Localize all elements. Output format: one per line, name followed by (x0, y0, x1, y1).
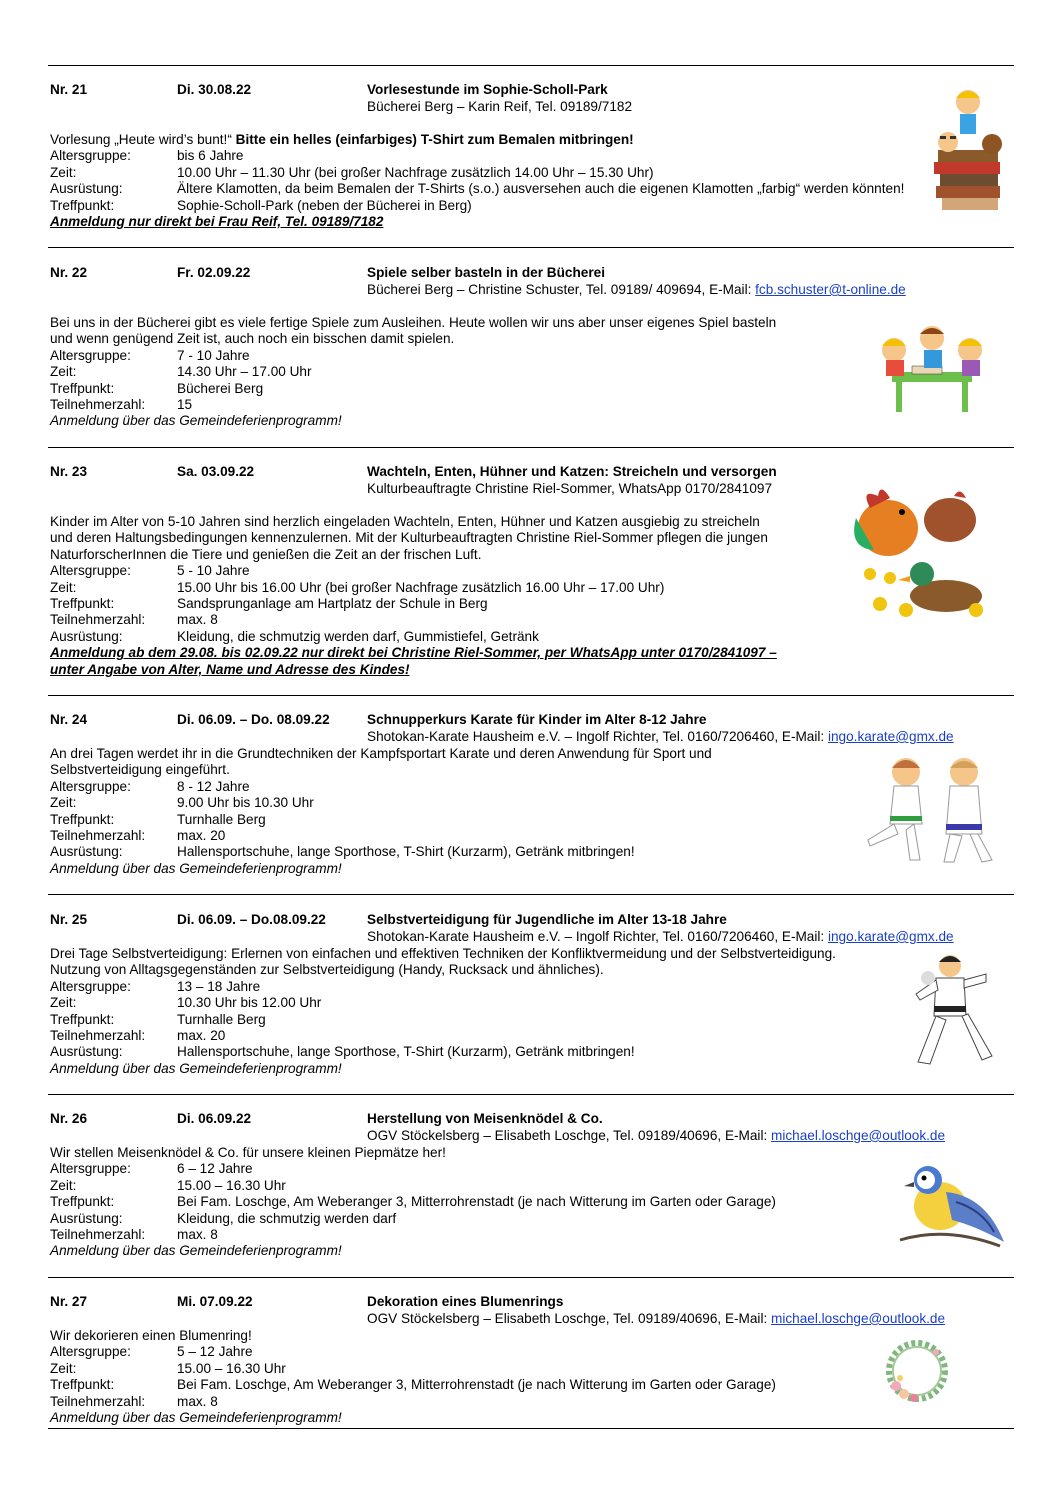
age-row: Altersgruppe: 8 - 12 Jahre (50, 778, 250, 794)
entry-date: Di. 06.09. – Do. 08.09.22 (177, 712, 330, 727)
entry-header (50, 82, 1014, 99)
entry-title: Herstellung von Meisenknödel & Co. (367, 1111, 603, 1126)
email-link[interactable]: ingo.karate@gmx.de (827, 729, 954, 744)
entry-27 (50, 1294, 1014, 1426)
karate-kids-illustration (858, 750, 1008, 876)
farm-birds-illustration (850, 478, 998, 628)
entry-title: Wachteln, Enten, Hühner und Katzen: Streicheln und versorgen (367, 464, 777, 479)
divider (48, 247, 1014, 248)
entry-header (50, 265, 1014, 282)
registration-note: Anmeldung über das Gemeindeferienprogramm! (50, 1060, 342, 1076)
entry-organizer: OGV Stöckelsberg – Elisabeth Loschge, Tel. 09189/40696, E-Mail: michael.loschge@outlook.de (367, 1311, 946, 1326)
entry-25 (50, 912, 1014, 1077)
entry-organizer: OGV Stöckelsberg – Elisabeth Loschge, Tel. 09189/40696, E-Mail: michael.loschge@outlook.de (367, 1128, 946, 1143)
entry-header (50, 912, 1014, 929)
equipment-row: Ausrüstung: Kleidung, die schmutzig werden darf (50, 1210, 397, 1226)
participants-row: Teilnehmerzahl: 15 (50, 396, 193, 412)
registration-note: Anmeldung ab dem 29.08. bis 02.09.22 nur direkt bei Christine Riel-Sommer, per WhatsApp unter 0170/2841097 – unter Angabe von Alter, Name und Adresse des Kindes! (50, 645, 777, 677)
entry-organizer: Shotokan-Karate Hausheim e.V. – Ingolf Richter, Tel. 0160/7206460, E-Mail: ingo.karate@gmx.de (367, 929, 954, 944)
email-link[interactable]: michael.loschge@outlook.de (771, 1311, 946, 1326)
age-row: Altersgruppe: 13 – 18 Jahre (50, 978, 261, 994)
divider (48, 1094, 1014, 1095)
blue-tit-bird-illustration (896, 1156, 1008, 1258)
entry-number: Nr. 22 (50, 265, 88, 280)
age-row: Altersgruppe: 5 - 10 Jahre (50, 563, 250, 579)
participants-row: Teilnehmerzahl: max. 8 (50, 1393, 218, 1409)
registration-note: Anmeldung über das Gemeindeferienprogramm! (50, 1243, 342, 1259)
age-row: Altersgruppe: bis 6 Jahre (50, 148, 244, 164)
age-row: Altersgruppe: 6 – 12 Jahre (50, 1161, 253, 1177)
entry-description: Drei Tage Selbstverteidigung: Erlernen von einfachen und effektiven Techniken der Konfliktvermeidung und der Selbstverteidigung. Nutzung von Alltagsgegenständen zur Selbstverteidigung (Handy, Rucksack und ähnliches). (50, 946, 836, 978)
entry-title: Selbstverteidigung für Jugendliche im Alter 13-18 Jahre (367, 912, 727, 927)
flower-wreath-illustration (880, 1334, 954, 1408)
equipment-row: Ausrüstung: Kleidung, die schmutzig werden darf, Gummistiefel, Getränk (50, 628, 539, 644)
entry-number: Nr. 23 (50, 464, 88, 479)
time-row: Zeit: 15.00 – 16.30 Uhr (50, 1360, 286, 1376)
entry-date: Fr. 02.09.22 (177, 265, 251, 280)
entry-organizer: Kulturbeauftragte Christine Riel-Sommer, WhatsApp 0170/2841097 (367, 481, 773, 496)
entry-description: Bei uns in der Bücherei gibt es viele fertige Spiele zum Ausleihen. Heute wollen wir uns aber unser eigenes Spiel basteln und wenn genügend Zeit ist, auch noch ein bisschen damit spielen. (50, 315, 777, 347)
entry-description: Wir stellen Meisenknödel & Co. für unsere kleinen Piepmätze her! (50, 1145, 446, 1160)
email-link[interactable]: michael.loschge@outlook.de (771, 1128, 946, 1143)
meeting-point-row: Treffpunkt: Bücherei Berg (50, 380, 264, 396)
entry-number: Nr. 24 (50, 712, 88, 727)
divider (48, 894, 1014, 895)
email-link[interactable]: fcb.schuster@t-online.de (755, 282, 906, 297)
entry-description: Kinder im Alter von 5-10 Jahren sind herzlich eingeladen Wachteln, Enten, Hühner und Katzen ausgiebig zu streicheln und deren Haltungsbedingungen kennenzulernen. Mit der Kulturbeauftragten Christine Riel-Sommer pflegen die jungen NaturforscherInnen die Tiere und genießen die Zeit an der frischen Luft. (50, 514, 768, 562)
karate-fighter-illustration (902, 950, 1002, 1072)
entry-number: Nr. 21 (50, 82, 88, 97)
entry-22 (50, 265, 1014, 430)
email-link[interactable]: ingo.karate@gmx.de (827, 929, 954, 944)
meeting-point-row: Treffpunkt: Bei Fam. Loschge, Am Weberanger 3, Mitterrohrenstadt (je nach Witterung im Garten oder Garage) (50, 1194, 776, 1210)
divider (48, 1428, 1014, 1429)
entry-organizer: Bücherei Berg – Christine Schuster, Tel. 09189/ 409694, E-Mail: fcb.schuster@t-online.de (367, 282, 906, 297)
entry-number: Nr. 27 (50, 1294, 88, 1309)
entry-organizer: Bücherei Berg – Karin Reif, Tel. 09189/7182 (367, 99, 632, 114)
time-row: Zeit: 9.00 Uhr bis 10.30 Uhr (50, 795, 314, 811)
registration-note: Anmeldung über das Gemeindeferienprogramm! (50, 860, 342, 876)
divider (48, 65, 1014, 66)
divider (48, 695, 1014, 696)
meeting-point-row: Treffpunkt: Sophie-Scholl-Park (neben der Bücherei in Berg) (50, 197, 472, 213)
entry-description: Vorlesung „Heute wird’s bunt!“ Bitte ein helles (einfarbiges) T-Shirt zum Bemalen mitbringen! (50, 132, 634, 147)
participants-row: Teilnehmerzahl: max. 20 (50, 827, 226, 843)
time-row: Zeit: 15.00 Uhr bis 16.00 Uhr (bei großer Nachfrage zusätzlich 16.00 Uhr – 17.00 Uhr) (50, 579, 665, 595)
divider (48, 1277, 1014, 1278)
entry-title: Dekoration eines Blumenrings (367, 1294, 564, 1309)
equipment-row: Ausrüstung: Hallensportschuhe, lange Sporthose, T-Shirt (Kurzarm), Getränk mitbringen! (50, 844, 635, 860)
entry-number: Nr. 25 (50, 912, 88, 927)
kids-on-books-illustration (918, 80, 1014, 220)
registration-note: Anmeldung nur direkt bei Frau Reif, Tel. 09189/7182 (50, 213, 384, 229)
meeting-point-row: Treffpunkt: Turnhalle Berg (50, 811, 266, 827)
participants-row: Teilnehmerzahl: max. 8 (50, 612, 218, 628)
entry-26 (50, 1111, 1014, 1260)
entry-number: Nr. 26 (50, 1111, 88, 1126)
entry-date: Di. 06.09.22 (177, 1111, 252, 1126)
entry-description: An drei Tagen werdet ihr in die Grundtechniken der Kampfsportart Karate und deren Anwendung für Sport und Selbstverteidigung eingeführt. (50, 746, 712, 778)
divider (48, 447, 1014, 448)
entry-header (50, 712, 1014, 729)
children-playing-game-illustration (872, 322, 992, 422)
equipment-row: Ausrüstung: Hallensportschuhe, lange Sporthose, T-Shirt (Kurzarm), Getränk mitbringen! (50, 1044, 635, 1060)
meeting-point-row: Treffpunkt: Sandsprunganlage am Hartplatz der Schule in Berg (50, 596, 488, 611)
time-row: Zeit: 10.30 Uhr bis 12.00 Uhr (50, 995, 322, 1011)
entry-organizer: Shotokan-Karate Hausheim e.V. – Ingolf Richter, Tel. 0160/7206460, E-Mail: ingo.karate@gmx.de (367, 729, 954, 744)
entry-title: Schnupperkurs Karate für Kinder im Alter 8-12 Jahre (367, 712, 707, 727)
entry-date: Di. 06.09. – Do.08.09.22 (177, 912, 326, 927)
registration-note: Anmeldung über das Gemeindeferienprogramm! (50, 413, 342, 429)
entry-header (50, 1111, 1014, 1128)
meeting-point-row: Treffpunkt: Turnhalle Berg (50, 1011, 266, 1027)
time-row: Zeit: 14.30 Uhr – 17.00 Uhr (50, 364, 312, 380)
entry-date: Mi. 07.09.22 (177, 1294, 253, 1309)
entry-date: Sa. 03.09.22 (177, 464, 255, 479)
participants-row: Teilnehmerzahl: max. 20 (50, 1027, 226, 1043)
registration-note: Anmeldung über das Gemeindeferienprogramm! (50, 1409, 342, 1425)
entry-header (50, 1294, 1014, 1311)
equipment-row: Ausrüstung: Ältere Klamotten, da beim Bemalen der T-Shirts (s.o.) ausversehen auch die eigenen Klamotten „farbig“ werden könnten! (50, 181, 905, 197)
entry-21 (50, 82, 1014, 230)
entry-date: Di. 30.08.22 (177, 82, 252, 97)
age-row: Altersgruppe: 7 - 10 Jahre (50, 347, 250, 363)
age-row: Altersgruppe: 5 – 12 Jahre (50, 1344, 253, 1360)
entry-title: Vorlesestunde im Sophie-Scholl-Park (367, 82, 608, 97)
participants-row: Teilnehmerzahl: max. 8 (50, 1226, 218, 1242)
entry-description: Wir dekorieren einen Blumenring! (50, 1328, 252, 1343)
entry-title: Spiele selber basteln in der Bücherei (367, 265, 605, 280)
time-row: Zeit: 15.00 – 16.30 Uhr (50, 1177, 286, 1193)
meeting-point-row: Treffpunkt: Bei Fam. Loschge, Am Weberanger 3, Mitterrohrenstadt (je nach Witterung im Garten oder Garage) (50, 1377, 776, 1393)
time-row: Zeit: 10.00 Uhr – 11.30 Uhr (bei großer Nachfrage zusätzlich 14.00 Uhr – 15.30 Uhr) (50, 164, 654, 180)
